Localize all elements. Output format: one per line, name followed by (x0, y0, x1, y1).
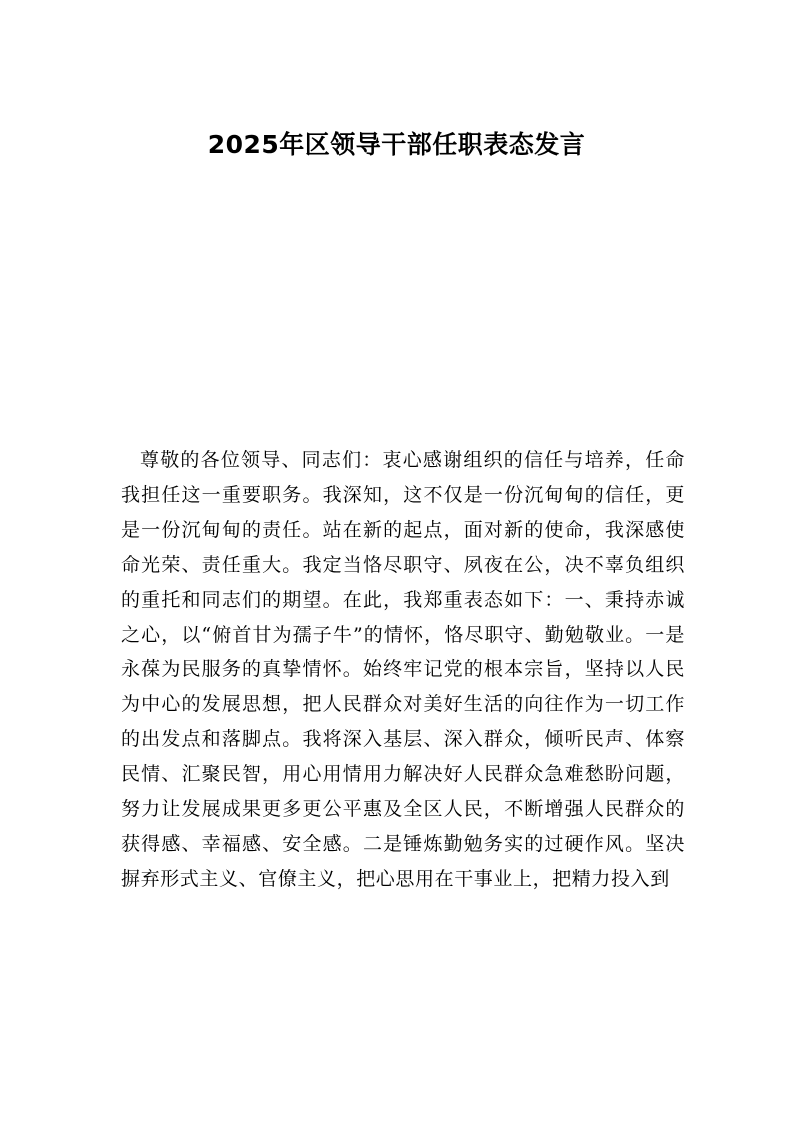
speech-paragraph: 尊敬的各位领导、同志们：衷心感谢组织的信任与培养，任命我担任这一重要职务。我深知，这不仅是一份沉甸甸的信任，更是一份沉甸甸的责任。站在新的起点，面对新的使命，我深感使命光荣、责任重大。我定当恪尽职守、夙夜在公，决不辜负组织的重托和同志们的期望。在此，我郑重表态如下：一、秉持赤诚之心，以“俯首甘为孺子牛”的情怀，恪尽职守、勤勉敬业。一是永葆为民服务的真挚情怀。始终牢记党的根本宗旨，坚持以人民为中心的发展思想，把人民群众对美好生活的向往作为一切工作的出发点和落脚点。我将深入基层、深入群众，倾听民声、体察民情、汇聚民智，用心用情用力解决好人民群众急难愁盼问题，努力让发展成果更多更公平惠及全区人民，不断增强人民群众的获得感、幸福感、安全感。二是锤炼勤勉务实的过硬作风。坚决摒弃形式主义、官僚主义，把心思用在干事业上，把精力投入到 (121, 449, 685, 890)
document-title: 2025年区领导干部任职表态发言 (207, 130, 586, 159)
